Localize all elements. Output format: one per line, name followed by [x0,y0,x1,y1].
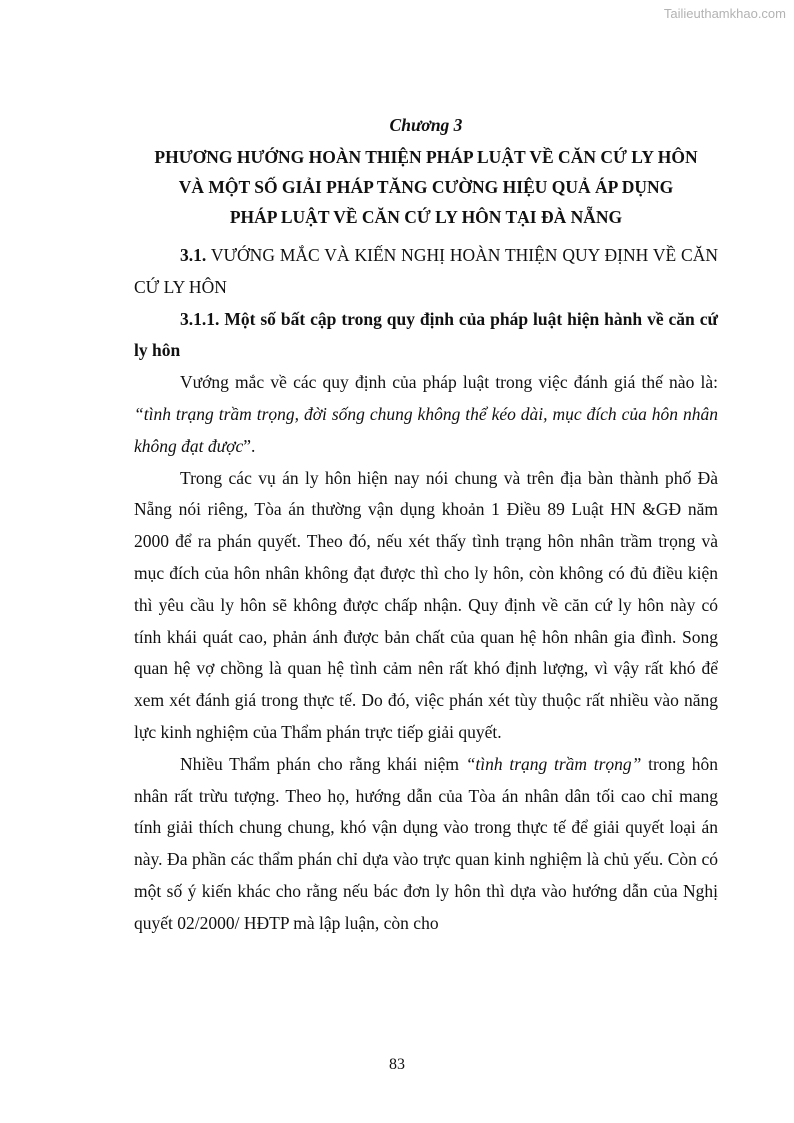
chapter-title-line-3: PHÁP LUẬT VỀ CĂN CỨ LY HÔN TẠI ĐÀ NẴNG [229,207,623,227]
document-page [134,108,718,940]
page-number: 83 [389,1056,405,1073]
chapter-title-line-2: VÀ MỘT SỐ GIẢI PHÁP TĂNG CƯỜNG HIỆU QUẢ ÁP DỤNG [178,177,674,197]
paragraph-3-text: Nhiều Thẩm phán cho rằng khái niệm [180,753,466,774]
section-3-1-title: VƯỚNG MẮC VÀ KIẾN NGHỊ HOÀN THIỆN QUY ĐỊNH VỀ CĂN CỨ LY HÔN [134,245,718,297]
paragraph-1 [134,367,718,462]
section-3-1-heading [134,240,718,304]
section-3-1-1-heading: 3.1.1. Một số bất cập trong quy định của pháp luật hiện hành về căn cứ ly hôn [134,308,718,361]
paragraph-3-quote: “tình trạng trầm trọng” [465,753,642,774]
section-3-1-number: 3.1. [180,245,207,265]
paragraph-1-text: Vướng mắc về các quy định của pháp luật trong việc đánh giá thế nào là: [180,372,718,393]
chapter-label: Chương 3 [389,115,463,135]
paragraph-2: Trong các vụ án ly hôn hiện nay nói chung và trên địa bàn thành phố Đà Nẵng nói riêng, Tòa án thường vận dụng khoản 1 Điều 89 Luật HN &GĐ năm 2000 để ra phán quyết. Theo đó, nếu xét thấy tình trạng hôn nhân trầm trọng và mục đích của hôn nhân không đạt được thì cho ly hôn, còn không có đủ điều kiện thì yêu cầu ly hôn sẽ không được chấp nhận. Quy định về căn cứ ly hôn này có tính khái quát cao, phản ánh được bản chất của quan hệ hôn nhân gia đình. Song quan hệ vợ chồng là quan hệ tình cảm nên rất khó định lượng, vì vậy rất khó để xem xét đánh giá trong thực tế. Do đó, việc phán xét tùy thuộc rất nhiều vào năng lực kinh nghiệm của Thẩm phán trực tiếp giải quyết. [134,467,718,742]
paragraph-3-rest: trong hôn nhân rất trừu tượng. Theo họ, hướng dẫn của Tòa án nhân dân tối cao chỉ mang tính giải thích chung chung, khó vận dụng vào trong thực tế để giải quyết loại án này. Đa phần các thẩm phán chỉ dựa vào trực quan kinh nghiệm là chủ yếu. Còn có một số ý kiến khác cho rằng nếu bác đơn ly hôn thì dựa vào hướng dẫn của Nghị quyết 02/2000/ HĐTP mà lập luận, còn cho [134,753,718,933]
chapter-title [134,142,718,232]
paragraph-3 [134,749,718,940]
watermark: Tailieuthamkhao.com [663,6,786,21]
chapter-title-line-1: PHƯƠNG HƯỚNG HOÀN THIỆN PHÁP LUẬT VỀ CĂN CỨ LY HÔN [154,147,698,167]
paragraph-1-quote: “tình trạng trầm trọng, đời sống chung không thể kéo dài, mục đích của hôn nhân không đạt được [134,403,718,456]
paragraph-1-end: ”. [243,435,256,456]
